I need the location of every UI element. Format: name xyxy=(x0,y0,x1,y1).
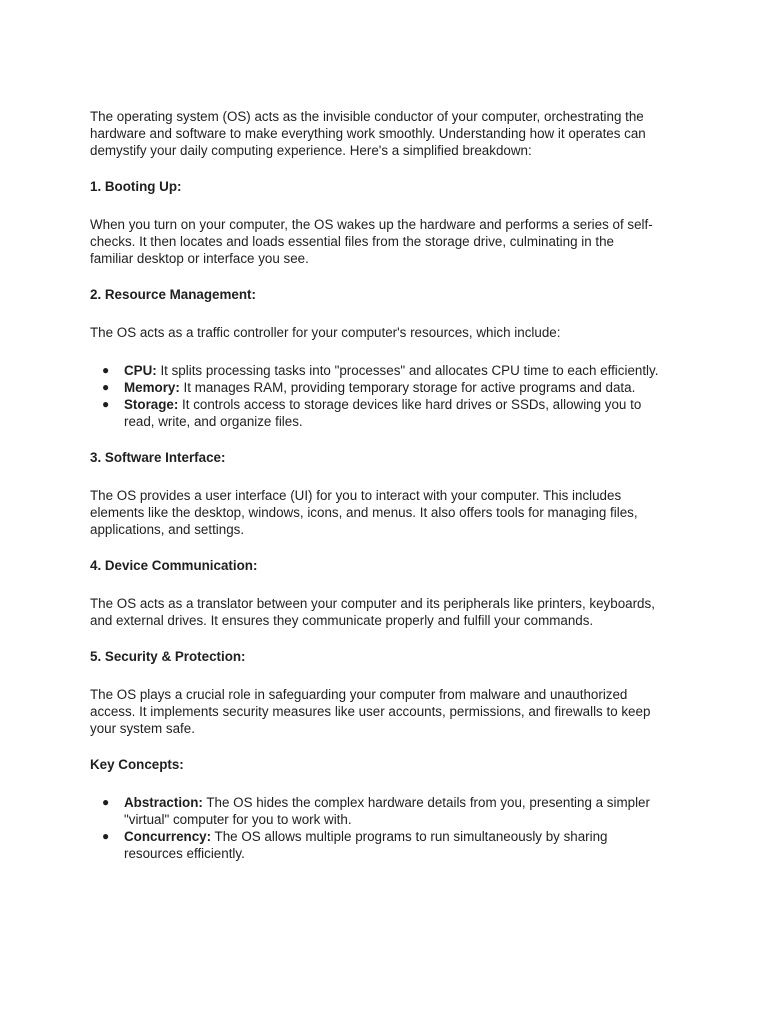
bullet-icon: ● xyxy=(102,829,110,843)
heading-device-communication: 4. Device Communication: xyxy=(90,558,258,573)
document-body xyxy=(90,108,660,862)
heading-security-protection: 5. Security & Protection: xyxy=(90,649,246,664)
list-item-term: Storage: xyxy=(124,397,179,412)
paragraph-device-communication: The OS acts as a translator between your computer and its peripherals like printers, keyboards, and external drives. It ensures they communicate properly and fulfill your commands. xyxy=(90,596,655,628)
heading-resource-management: 2. Resource Management: xyxy=(90,287,256,302)
list-item-text: It manages RAM, providing temporary storage for active programs and data. xyxy=(179,380,636,395)
key-concepts-list xyxy=(90,794,660,862)
list-item-text: It controls access to storage devices like hard drives or SSDs, allowing you to read, write, and organize files. xyxy=(124,397,642,429)
paragraph-resource-management: The OS acts as a traffic controller for your computer's resources, which include: xyxy=(90,325,561,340)
intro-paragraph: The operating system (OS) acts as the invisible conductor of your computer, orchestrating the hardware and software to make everything work smoothly. Understanding how it operates can demystify your daily computing experience. Here's a simplified breakdown: xyxy=(90,109,646,158)
list-item xyxy=(90,828,660,862)
list-item xyxy=(90,396,660,430)
list-item-term: Memory: xyxy=(124,380,180,395)
paragraph-software-interface: The OS provides a user interface (UI) for you to interact with your computer. This includes elements like the desktop, windows, icons, and menus. It also offers tools for managing files, applications, and settings. xyxy=(90,488,638,537)
paragraph-security-protection: The OS plays a crucial role in safeguarding your computer from malware and unauthorized access. It implements security measures like user accounts, permissions, and firewalls to keep your system safe. xyxy=(90,687,651,736)
heading-software-interface: 3. Software Interface: xyxy=(90,450,226,465)
list-item-text: The OS hides the complex hardware details from you, presenting a simpler "virtual" computer for you to work with. xyxy=(124,795,650,827)
bullet-icon: ● xyxy=(102,380,110,394)
list-item-text: The OS allows multiple programs to run simultaneously by sharing resources efficiently. xyxy=(124,829,608,861)
list-item xyxy=(90,379,660,396)
list-item-text: It splits processing tasks into "processes" and allocates CPU time to each efficiently. xyxy=(156,363,659,378)
heading-booting-up: 1. Booting Up: xyxy=(90,179,182,194)
list-item-term: Abstraction: xyxy=(124,795,203,810)
paragraph-booting-up: When you turn on your computer, the OS wakes up the hardware and performs a series of self-checks. It then locates and loads essential files from the storage drive, culminating in the familiar desktop or interface you see. xyxy=(90,217,653,266)
resource-list xyxy=(90,362,660,430)
bullet-icon: ● xyxy=(102,397,110,411)
list-item xyxy=(90,794,660,828)
bullet-icon: ● xyxy=(102,795,110,809)
bullet-icon: ● xyxy=(102,363,110,377)
list-item-term: Concurrency: xyxy=(124,829,212,844)
list-item-term: CPU: xyxy=(124,363,157,378)
list-item xyxy=(90,362,660,379)
heading-key-concepts: Key Concepts: xyxy=(90,757,184,772)
